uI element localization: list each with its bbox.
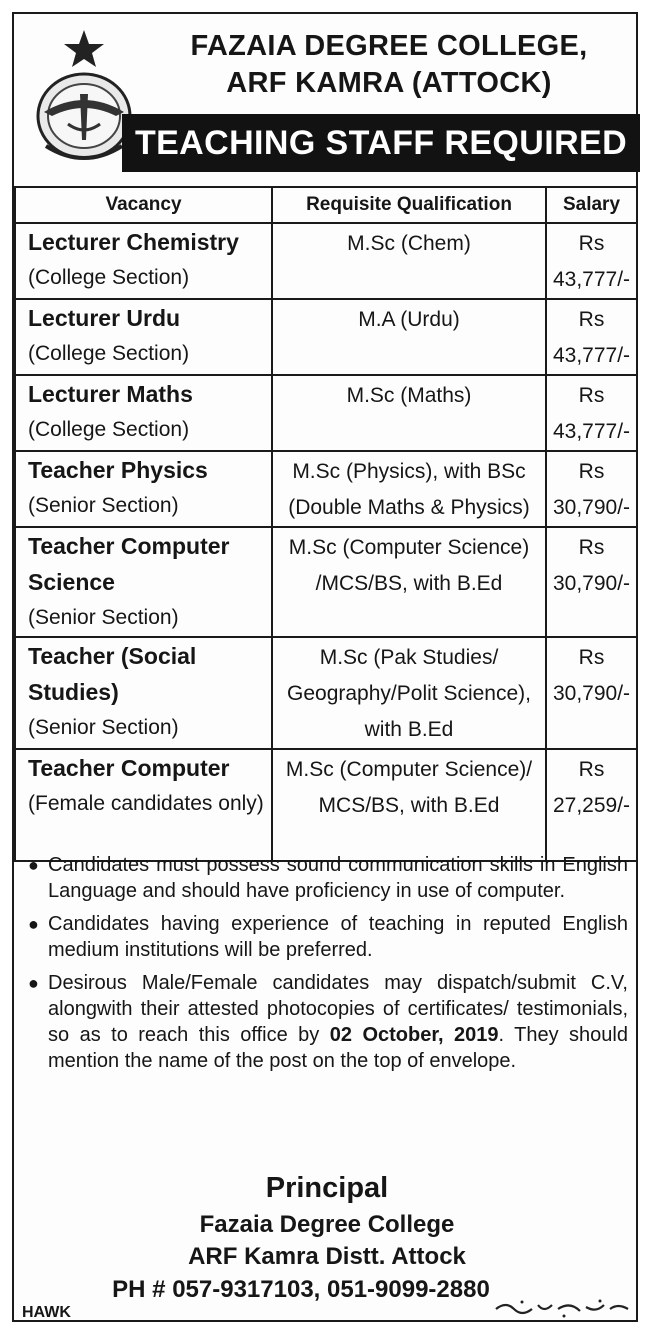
note-text: Candidates having experience of teaching in reputed English medium institutions will be preferred. [48, 913, 628, 961]
salary-cell [546, 451, 637, 527]
salary-currency: Rs [578, 536, 605, 559]
salary-amount: 30,790/- [552, 496, 631, 519]
qualification-line: M.A (Urdu) [358, 308, 460, 331]
signatory-address: ARF Kamra Distt. Attock [188, 1243, 466, 1270]
qualification-cell [272, 375, 546, 451]
vacancy-section: (Senior Section) [28, 716, 179, 739]
qualification-line: M.Sc (Physics), with BSc [292, 460, 526, 483]
vacancy-cell [15, 637, 272, 749]
qualification-line: M.Sc (Computer Science)/ [285, 758, 533, 781]
urdu-newspaper-stamp-icon [492, 1297, 632, 1319]
salary-amount: 43,777/- [552, 344, 631, 367]
signatory-phone: PH # 057-9317103, 051-9099-2880 [112, 1276, 490, 1303]
vacancy-section: (College Section) [28, 342, 190, 365]
salary-amount: 30,790/- [552, 682, 631, 705]
salary-cell [546, 223, 637, 299]
qualification-line: M.Sc (Pak Studies/ [319, 646, 499, 669]
note-text: . They should mention the name of the post on the top of envelope. [48, 1024, 628, 1072]
qualification-cell [272, 527, 546, 637]
vacancy-section: (College Section) [28, 418, 190, 441]
vacancy-cell [15, 451, 272, 527]
table-row [15, 527, 637, 637]
vacancy-title: Lecturer Chemistry [28, 229, 239, 255]
vacancy-section: (Senior Section) [28, 606, 179, 629]
agency-mark: HAWK [22, 1304, 71, 1321]
table-row [15, 451, 637, 527]
bullet-icon: ● [28, 973, 39, 993]
vacancy-cell [15, 223, 272, 299]
vacancy-cell [15, 749, 272, 861]
vacancy-title: Lecturer Urdu [28, 305, 181, 331]
note-text: Candidates must possess sound communication skills in English Language and should have proficiency in use of computer. [48, 854, 628, 902]
vacancy-title: Lecturer Maths [28, 381, 193, 407]
salary-cell [546, 299, 637, 375]
table-header-row [15, 187, 637, 223]
vacancy-section: (Senior Section) [28, 494, 179, 517]
qualification-line: with B.Ed [364, 718, 454, 741]
salary-cell [546, 749, 637, 861]
deadline-date: 02 October, 2019 [329, 1024, 499, 1046]
qualification-cell [272, 451, 546, 527]
qualification-cell [272, 637, 546, 749]
vacancy-title: Teacher Computer Science [28, 533, 230, 595]
note-item [28, 970, 628, 1074]
salary-currency: Rs [578, 384, 605, 407]
qualification-cell [272, 223, 546, 299]
salary-currency: Rs [578, 646, 605, 669]
note-text: Desirous Male/Female candidates may dispatch/submit C.V, alongwith their attested photocopies of certificates/ testimonials, so as to reach this office by [48, 972, 628, 1046]
table-row [15, 375, 637, 451]
column-header-qualification: Requisite Qualification [272, 187, 546, 223]
salary-cell [546, 527, 637, 637]
bullet-icon: ● [28, 855, 39, 875]
qualification-line: Geography/Polit Science), [287, 682, 531, 705]
salary-amount: 27,259/- [552, 794, 631, 817]
salary-amount: 30,790/- [552, 572, 631, 595]
table-row [15, 637, 637, 749]
vacancy-cell [15, 375, 272, 451]
table-row [15, 749, 637, 861]
vacancy-cell [15, 299, 272, 375]
note-item [28, 852, 628, 904]
college-name [144, 28, 634, 102]
table-row [15, 299, 637, 375]
vacancy-section: (Female candidates only) [28, 792, 264, 815]
qualification-line: /MCS/BS, with B.Ed [315, 572, 503, 595]
column-header-salary: Salary [546, 187, 637, 223]
salary-cell [546, 375, 637, 451]
signatory-title: Principal [265, 1172, 389, 1204]
qualification-cell [272, 749, 546, 861]
salary-currency: Rs [578, 460, 605, 483]
salary-currency: Rs [578, 308, 605, 331]
qualification-line: (Double Maths & Physics) [288, 496, 530, 519]
bullet-icon: ● [28, 914, 39, 934]
note-item [28, 911, 628, 963]
column-header-vacancy: Vacancy [15, 187, 272, 223]
vacancy-section: (College Section) [28, 266, 190, 289]
salary-amount: 43,777/- [552, 268, 631, 291]
qualification-line: M.Sc (Computer Science) [288, 536, 530, 559]
table-row [15, 223, 637, 299]
advertisement-page [12, 12, 638, 1322]
qualification-line: MCS/BS, with B.Ed [318, 794, 500, 817]
vacancy-table [14, 186, 638, 862]
qualification-cell [272, 299, 546, 375]
teaching-staff-banner: TEACHING STAFF REQUIRED [122, 114, 640, 172]
salary-cell [546, 637, 637, 749]
vacancy-cell [15, 527, 272, 637]
salary-currency: Rs [578, 232, 605, 255]
college-name-line1: FAZAIA DEGREE COLLEGE, [190, 30, 588, 62]
vacancy-title: Teacher Physics [28, 457, 208, 483]
signatory-college: Fazaia Degree College [199, 1211, 455, 1238]
qualification-line: M.Sc (Maths) [346, 384, 472, 407]
college-name-line2: ARF KAMRA (ATTOCK) [226, 67, 552, 99]
salary-currency: Rs [578, 758, 605, 781]
vacancy-title: Teacher (Social Studies) [28, 643, 197, 705]
requirements-notes [28, 852, 628, 1081]
salary-amount: 43,777/- [552, 420, 631, 443]
vacancy-title: Teacher Computer [28, 755, 230, 781]
qualification-line: M.Sc (Chem) [347, 232, 471, 255]
